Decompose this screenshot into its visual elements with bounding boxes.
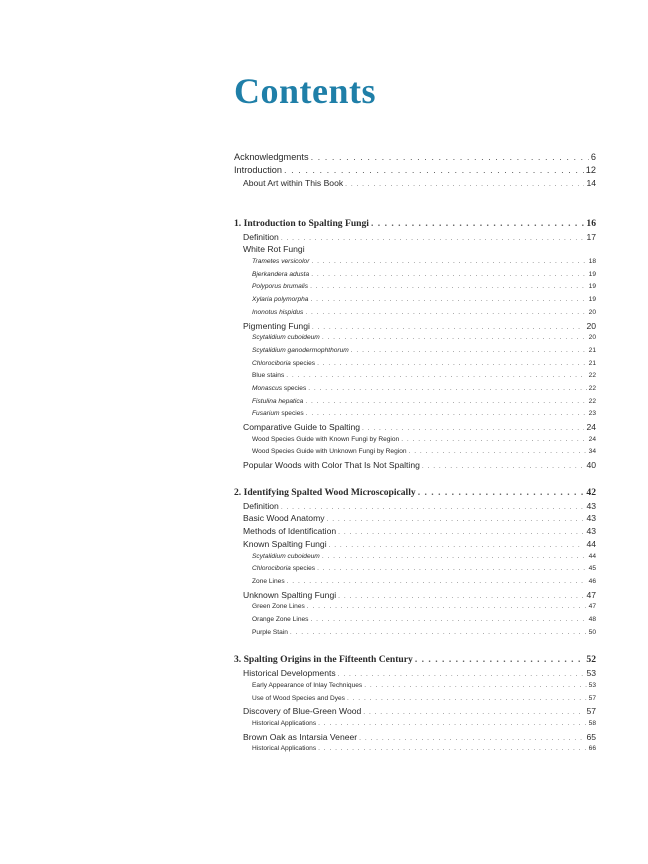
- entry-page: 17: [586, 231, 596, 242]
- entry-page: 48: [588, 615, 596, 623]
- leader-dots: [290, 627, 587, 640]
- toc-entry[interactable]: [234, 538, 596, 551]
- entry-page: 45: [588, 565, 596, 573]
- chapter-entry[interactable]: [234, 217, 596, 231]
- entry-label: Use of Wood Species and Dyes: [252, 694, 345, 702]
- entry-page: 21: [588, 359, 596, 367]
- entry-label: Unknown Spalting Fungi: [243, 589, 337, 600]
- entry-label: Brown Oak as Intarsia Veneer: [243, 731, 358, 742]
- leader-dots: [422, 461, 585, 472]
- toc-entry[interactable]: [234, 294, 596, 307]
- toc-entry[interactable]: [234, 743, 596, 756]
- entry-label: Xylaria polymorpha: [252, 296, 309, 304]
- genus-name: Chlorociboria: [252, 565, 291, 573]
- toc-entry[interactable]: [234, 396, 596, 409]
- entry-label: Trametes versicolor: [252, 258, 310, 266]
- toc-entry[interactable]: [234, 243, 596, 256]
- leader-dots: [371, 217, 584, 231]
- leader-dots: [363, 707, 584, 718]
- leader-dots: [409, 446, 587, 459]
- species-suffix: species: [290, 565, 316, 573]
- entry-page: 20: [588, 334, 596, 342]
- entry-page: 46: [588, 577, 596, 585]
- entry-label: Historical Applications: [252, 720, 317, 728]
- leader-dots: [305, 307, 586, 320]
- species-suffix: species: [279, 410, 304, 418]
- leader-dots: [307, 601, 587, 614]
- toc-entry[interactable]: [234, 693, 596, 706]
- entry-page: 65: [586, 731, 596, 742]
- genus-name: Chlorociboria: [252, 359, 291, 367]
- toc-entry[interactable]: [234, 256, 596, 269]
- entry-page: 22: [588, 372, 596, 380]
- toc-entry[interactable]: [234, 434, 596, 447]
- toc-entry[interactable]: [234, 512, 596, 525]
- leader-dots: [345, 179, 584, 190]
- chapter-page: 16: [586, 217, 596, 229]
- entry-page: 14: [586, 178, 596, 188]
- leader-dots: [318, 743, 587, 756]
- entry-label: Introduction: [234, 165, 283, 175]
- toc-entry[interactable]: [234, 269, 596, 282]
- chapter-entry[interactable]: [234, 653, 596, 667]
- entry-page: 53: [588, 682, 596, 689]
- leader-dots: [322, 332, 587, 345]
- entry-label: Polyporus brumalis: [252, 283, 309, 291]
- toc-entry[interactable]: [234, 307, 596, 320]
- leader-dots: [311, 256, 586, 269]
- entry-page: 20: [588, 308, 596, 316]
- toc-entry[interactable]: [234, 151, 596, 164]
- entry-label: Inonotus hispidus: [252, 308, 304, 316]
- leader-dots: [317, 358, 587, 371]
- entry-label: Blue stains: [252, 372, 285, 380]
- entry-page: 40: [586, 460, 596, 471]
- section-spacer: [234, 639, 596, 653]
- entry-label: [252, 408, 304, 421]
- toc-entry[interactable]: [234, 446, 596, 459]
- toc-entry[interactable]: [234, 667, 596, 680]
- chapter-page: 42: [586, 486, 596, 498]
- leader-dots: [338, 527, 584, 538]
- toc-entry[interactable]: [234, 231, 596, 244]
- leader-dots: [305, 396, 586, 409]
- species-suffix: species: [282, 384, 307, 392]
- entry-page: 12: [585, 165, 596, 175]
- leader-dots: [310, 281, 587, 294]
- entry-page: 24: [586, 422, 596, 432]
- entry-label: Wood Species Guide with Known Fungi by Region: [252, 435, 400, 443]
- entry-label: Orange Zone Lines: [252, 615, 309, 623]
- entry-page: 19: [588, 270, 596, 278]
- entry-label: White Rot Fungi: [243, 244, 305, 255]
- entry-page: 47: [588, 603, 596, 611]
- entry-page: 18: [588, 258, 596, 266]
- toc-entry[interactable]: [234, 680, 596, 693]
- entry-page: 23: [588, 410, 596, 418]
- entry-page: 58: [588, 720, 596, 728]
- toc-entry[interactable]: [234, 705, 596, 718]
- toc-entry[interactable]: [234, 459, 596, 472]
- toc-entry[interactable]: [234, 421, 596, 434]
- leader-dots: [317, 563, 587, 576]
- entry-label: [252, 563, 315, 576]
- entry-label: Definition: [243, 500, 279, 511]
- entry-label: [252, 358, 315, 371]
- entry-label: Definition: [243, 231, 279, 242]
- entry-label: Wood Species Guide with Unknown Fungi by Region: [252, 448, 407, 456]
- leader-dots: [322, 551, 587, 564]
- chapter-label: 1. Introduction to Spalting Fungi: [234, 217, 369, 229]
- toc-entry[interactable]: [234, 408, 596, 421]
- leader-dots: [364, 680, 586, 693]
- entry-page: 34: [588, 448, 596, 456]
- toc-entry[interactable]: [234, 718, 596, 731]
- chapter-label: 2. Identifying Spalted Wood Microscopically: [234, 486, 416, 498]
- entry-label: Acknowledgments: [234, 152, 309, 162]
- entry-page: 43: [586, 513, 596, 524]
- entry-page: 19: [588, 296, 596, 304]
- entry-label: Bjerkandera adusta: [252, 270, 310, 278]
- entry-page: 43: [586, 500, 596, 511]
- entry-page: 44: [588, 552, 596, 560]
- toc-entry[interactable]: [234, 320, 596, 333]
- section-spacer: [234, 472, 596, 486]
- toc-entry[interactable]: [234, 551, 596, 564]
- entry-label: Known Spalting Fungi: [243, 538, 327, 549]
- leader-dots: [318, 718, 587, 731]
- entry-page: 19: [588, 283, 596, 291]
- entry-label: Historical Developments: [243, 668, 336, 679]
- entry-page: 53: [586, 668, 596, 679]
- entry-label: Scytalidium ganodermophthorum: [252, 346, 349, 354]
- toc-entry[interactable]: [234, 614, 596, 627]
- toc-entry[interactable]: [234, 563, 596, 576]
- leader-dots: [401, 434, 586, 447]
- entry-label: Pigmenting Fungi: [243, 320, 310, 331]
- chapter-page: 52: [586, 654, 596, 666]
- leader-dots: [359, 733, 584, 744]
- leader-dots: [284, 164, 584, 177]
- leader-dots: [311, 151, 589, 164]
- leader-dots: [338, 669, 585, 680]
- entry-label: Fistulina hepatica: [252, 397, 304, 405]
- entry-label: Early Appearance of Inlay Techniques: [252, 682, 363, 689]
- entry-page: 57: [586, 706, 596, 717]
- entry-page: 6: [590, 152, 596, 162]
- toc-entry[interactable]: [234, 731, 596, 744]
- leader-dots: [281, 502, 585, 513]
- toc-entry[interactable]: [234, 601, 596, 614]
- entry-label: Comparative Guide to Spalting: [243, 422, 361, 432]
- genus-name: Fusarium: [252, 410, 280, 418]
- leader-dots: [306, 408, 587, 421]
- leader-dots: [338, 591, 584, 602]
- leader-dots: [362, 423, 584, 434]
- entry-page: 43: [586, 526, 596, 537]
- entry-page: 20: [586, 320, 596, 331]
- table-of-contents: [234, 151, 596, 756]
- toc-entry[interactable]: [234, 358, 596, 371]
- leader-dots: [286, 370, 586, 383]
- entry-page: 66: [588, 745, 596, 753]
- entry-page: 50: [588, 628, 596, 636]
- entry-page: 57: [588, 694, 596, 702]
- species-suffix: species: [290, 359, 316, 367]
- entry-label: [252, 383, 306, 396]
- toc-entry[interactable]: [234, 383, 596, 396]
- toc-entry[interactable]: [234, 370, 596, 383]
- entry-page: 24: [588, 435, 596, 443]
- entry-page: 22: [588, 397, 596, 405]
- entry-label: Green Zone Lines: [252, 603, 305, 611]
- leader-dots: [329, 540, 585, 551]
- entry-label: Discovery of Blue-Green Wood: [243, 706, 362, 717]
- entry-page: 21: [588, 346, 596, 354]
- toc-entry[interactable]: [234, 500, 596, 513]
- toc-entry[interactable]: [234, 164, 596, 177]
- toc-entry[interactable]: [234, 576, 596, 589]
- toc-entry[interactable]: [234, 281, 596, 294]
- entry-page: 47: [586, 589, 596, 600]
- toc-entry[interactable]: [234, 177, 596, 190]
- entry-label: Purple Stain: [252, 628, 288, 636]
- genus-name: Monascus: [252, 384, 283, 392]
- leader-dots: [312, 322, 585, 333]
- entry-label: Scytalidium cuboideum: [252, 552, 320, 560]
- leader-dots: [310, 294, 586, 307]
- entry-page: 22: [588, 384, 596, 392]
- entry-label: Scytalidium cuboideum: [252, 334, 320, 342]
- toc-entry[interactable]: [234, 589, 596, 602]
- leader-dots: [308, 383, 586, 396]
- chapter-label: 3. Spalting Origins in the Fifteenth Century: [234, 654, 413, 666]
- entry-label: Methods of Identification: [243, 526, 337, 537]
- leader-dots: [287, 576, 587, 589]
- chapter-entry[interactable]: [234, 486, 596, 500]
- page-title: Contents: [234, 71, 377, 111]
- leader-dots: [347, 693, 587, 706]
- entry-label: Historical Applications: [252, 745, 317, 753]
- leader-dots: [351, 345, 587, 358]
- entry-label: Zone Lines: [252, 577, 285, 585]
- toc-entry[interactable]: [234, 525, 596, 538]
- entry-label: Popular Woods with Color That Is Not Spalting: [243, 460, 420, 471]
- toc-entry[interactable]: [234, 345, 596, 358]
- toc-entry[interactable]: [234, 332, 596, 345]
- entry-label: Basic Wood Anatomy: [243, 513, 325, 524]
- section-spacer: [234, 190, 596, 217]
- entry-page: 44: [586, 538, 596, 549]
- leader-dots: [327, 514, 585, 525]
- leader-dots: [415, 653, 585, 667]
- leader-dots: [310, 614, 586, 627]
- leader-dots: [281, 233, 585, 244]
- leader-dots: [418, 486, 585, 500]
- entry-label: About Art within This Book: [243, 178, 344, 188]
- leader-dots: [311, 269, 586, 282]
- toc-entry[interactable]: [234, 627, 596, 640]
